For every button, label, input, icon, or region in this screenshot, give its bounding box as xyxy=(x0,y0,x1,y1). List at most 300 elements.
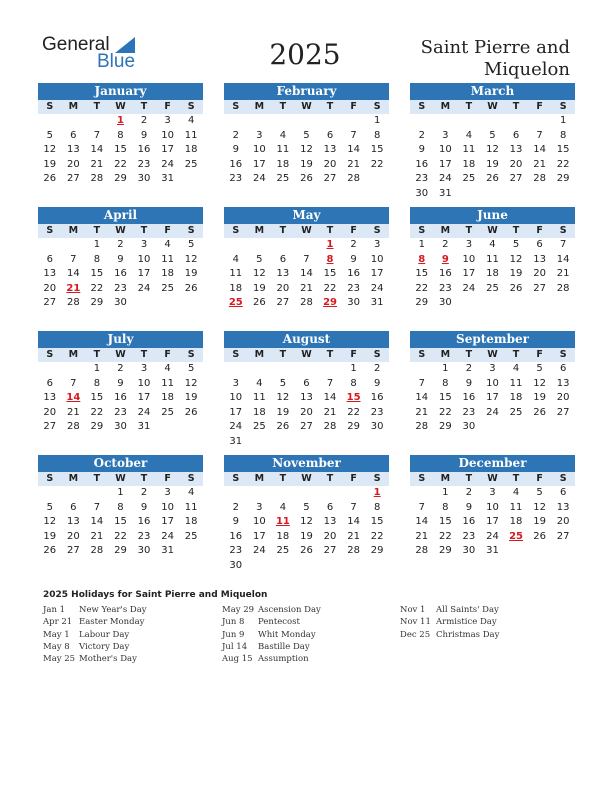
day: 17 xyxy=(370,268,384,280)
weekday-label: T xyxy=(465,225,473,236)
day: 27 xyxy=(556,406,570,418)
weekday-label: S xyxy=(373,225,381,236)
empty-day xyxy=(271,559,295,574)
weekday-label: F xyxy=(350,225,357,236)
weekday-label: M xyxy=(68,101,79,112)
day: 26 xyxy=(533,530,546,542)
day: 24 xyxy=(161,158,174,170)
weekday-label: T xyxy=(326,225,334,236)
month-header: February xyxy=(224,83,389,100)
day: 13 xyxy=(300,392,313,404)
day: 8 xyxy=(93,253,101,265)
weekday-label: S xyxy=(46,349,54,360)
day: 5 xyxy=(489,129,496,141)
day: 11 xyxy=(184,501,198,513)
day: 10 xyxy=(252,516,266,528)
day: 8 xyxy=(373,501,381,513)
empty-day xyxy=(342,435,366,450)
day: 30 xyxy=(462,545,476,557)
day: 16 xyxy=(229,158,243,170)
day: 24 xyxy=(462,282,476,294)
day: 23 xyxy=(137,530,151,542)
empty-day xyxy=(179,172,203,187)
weekday-label: M xyxy=(68,349,79,360)
day: 14 xyxy=(415,516,429,528)
day: 19 xyxy=(184,268,198,280)
day: 23 xyxy=(370,406,384,418)
day: 27 xyxy=(300,421,313,433)
day: 11 xyxy=(161,253,174,265)
holiday-column xyxy=(222,605,321,666)
week-row xyxy=(410,187,575,202)
day: 23 xyxy=(347,282,360,294)
day: 14 xyxy=(556,253,570,265)
holiday-date: Jun 8 xyxy=(222,617,245,628)
day: 21 xyxy=(323,406,337,418)
weekday-label: W xyxy=(115,225,126,236)
day: 18 xyxy=(276,530,290,542)
holiday-name: Pentecost xyxy=(258,617,300,628)
empty-day xyxy=(295,238,319,253)
day: 28 xyxy=(66,421,80,433)
day: 21 xyxy=(415,530,429,542)
day: 17 xyxy=(161,144,174,156)
day: 9 xyxy=(117,253,124,265)
day: 29 xyxy=(415,297,429,309)
day: 7 xyxy=(536,129,543,141)
day: 29 xyxy=(114,173,127,185)
day: 4 xyxy=(164,239,171,250)
weekday-label: S xyxy=(373,101,381,112)
empty-day xyxy=(85,486,109,501)
empty-day xyxy=(318,559,342,574)
holiday-column xyxy=(43,605,147,666)
empty-day xyxy=(271,114,295,129)
day: 7 xyxy=(70,377,77,389)
weekday-label: T xyxy=(326,473,334,484)
holiday-name: All Saints' Day xyxy=(436,605,499,615)
day: 20 xyxy=(66,530,80,542)
day: 22 xyxy=(370,530,384,542)
empty-day xyxy=(224,486,248,501)
empty-day xyxy=(365,435,389,450)
week-row xyxy=(38,391,203,406)
day: 24 xyxy=(438,173,452,185)
day: 20 xyxy=(509,158,523,170)
empty-day xyxy=(504,420,528,435)
day: 12 xyxy=(533,377,546,389)
day: 9 xyxy=(465,501,473,513)
day: 28 xyxy=(90,545,104,557)
holiday-name: Ascension Day xyxy=(258,605,321,615)
week-row xyxy=(224,282,389,297)
day: 28 xyxy=(533,173,546,185)
day: 31 xyxy=(161,173,174,185)
week-row xyxy=(410,420,575,435)
empty-day xyxy=(295,486,319,501)
holiday-day: 1 xyxy=(373,487,381,498)
holiday-date: May 29 xyxy=(222,605,255,615)
holiday-date: Nov 11 xyxy=(400,617,431,628)
day: 1 xyxy=(117,487,124,498)
weekday-label: S xyxy=(46,473,54,484)
weekday-label: W xyxy=(115,349,126,360)
day: 4 xyxy=(187,115,195,126)
day: 13 xyxy=(556,377,570,389)
day: 19 xyxy=(43,530,57,542)
week-row xyxy=(38,282,203,297)
day: 14 xyxy=(347,516,360,528)
weekday-label: S xyxy=(232,473,240,484)
day: 1 xyxy=(442,487,449,498)
day: 22 xyxy=(370,158,384,170)
empty-day xyxy=(318,435,342,450)
day: 23 xyxy=(137,158,151,170)
day: 18 xyxy=(161,268,174,280)
week-row xyxy=(224,391,389,406)
day: 29 xyxy=(438,421,452,433)
weekday-label: M xyxy=(68,473,79,484)
weekday-label: W xyxy=(301,349,312,360)
weekday-label: W xyxy=(115,473,126,484)
day: 14 xyxy=(323,392,337,404)
day: 12 xyxy=(184,377,198,389)
day: 17 xyxy=(161,516,174,528)
weekday-label: F xyxy=(164,101,171,112)
day: 10 xyxy=(486,501,499,513)
holiday-date: Apr 21 xyxy=(43,617,73,628)
empty-day xyxy=(62,486,86,501)
weekday-label: F xyxy=(536,101,543,112)
weekday-label: T xyxy=(279,473,287,484)
day: 12 xyxy=(300,516,313,528)
logo-general-text: General xyxy=(42,34,110,55)
day: 15 xyxy=(370,516,384,528)
holidays-title: 2025 Holidays for Saint Pierre and Miquelon xyxy=(43,590,268,600)
day: 29 xyxy=(556,173,570,185)
weekday-header-row xyxy=(224,224,389,238)
weekday-label: S xyxy=(418,349,426,360)
holiday-date: Jul 14 xyxy=(222,641,248,652)
day: 12 xyxy=(252,268,266,280)
holiday-name: New Year's Day xyxy=(79,605,147,615)
week-row xyxy=(224,559,389,574)
day: 17 xyxy=(486,516,499,528)
holiday-day: 11 xyxy=(275,516,290,528)
empty-day xyxy=(504,187,528,202)
weekday-label: M xyxy=(440,101,451,112)
month-may xyxy=(224,207,389,311)
weekday-label: T xyxy=(512,225,520,236)
weekday-label: T xyxy=(279,225,287,236)
day: 16 xyxy=(229,530,243,542)
day: 17 xyxy=(438,158,452,170)
day: 6 xyxy=(70,129,77,141)
holiday-name: Mother's Day xyxy=(79,654,137,665)
day: 16 xyxy=(137,516,151,528)
weekday-label: S xyxy=(418,101,426,112)
holiday-day: 1 xyxy=(326,239,334,250)
empty-day xyxy=(457,187,481,202)
day: 20 xyxy=(43,406,57,418)
week-row xyxy=(38,544,203,559)
month-header: March xyxy=(410,83,575,100)
weekday-header-row xyxy=(38,348,203,362)
day: 28 xyxy=(347,545,360,557)
day: 25 xyxy=(462,173,476,185)
day: 26 xyxy=(486,173,499,185)
day: 17 xyxy=(137,268,151,280)
day: 26 xyxy=(300,173,313,185)
day: 24 xyxy=(229,421,243,433)
weekday-label: W xyxy=(487,225,498,236)
day: 15 xyxy=(90,268,104,280)
month-august xyxy=(224,331,389,450)
weekday-label: S xyxy=(373,349,381,360)
week-row xyxy=(224,501,389,516)
day: 3 xyxy=(164,487,171,498)
day: 22 xyxy=(114,530,127,542)
day: 15 xyxy=(114,516,127,528)
weekday-label: T xyxy=(279,101,287,112)
empty-day xyxy=(248,435,272,450)
day: 6 xyxy=(559,363,567,374)
holiday-item xyxy=(222,654,321,666)
day: 31 xyxy=(486,545,499,557)
day: 6 xyxy=(303,377,310,389)
day: 3 xyxy=(373,239,381,250)
empty-day xyxy=(504,544,528,559)
day: 10 xyxy=(137,253,151,265)
day: 15 xyxy=(323,268,337,280)
week-row xyxy=(38,253,203,268)
day: 23 xyxy=(438,282,452,294)
empty-day xyxy=(504,114,528,129)
empty-day xyxy=(156,296,180,311)
day: 21 xyxy=(556,268,570,280)
weekday-label: S xyxy=(559,349,567,360)
day: 12 xyxy=(43,516,57,528)
week-row xyxy=(410,158,575,173)
day: 7 xyxy=(303,253,310,265)
day: 14 xyxy=(533,144,546,156)
day: 19 xyxy=(184,392,198,404)
day: 14 xyxy=(90,144,104,156)
month-header: December xyxy=(410,455,575,472)
empty-day xyxy=(551,187,575,202)
week-row xyxy=(224,377,389,392)
day: 13 xyxy=(276,268,290,280)
holiday-item xyxy=(43,654,147,666)
day: 4 xyxy=(489,239,496,250)
weekday-label: S xyxy=(559,225,567,236)
day: 19 xyxy=(509,268,523,280)
weekday-label: T xyxy=(326,349,334,360)
day: 12 xyxy=(486,144,499,156)
day: 13 xyxy=(533,253,546,265)
day: 25 xyxy=(276,545,290,557)
day: 14 xyxy=(415,392,429,404)
week-row xyxy=(410,486,575,501)
month-september xyxy=(410,331,575,435)
day: 27 xyxy=(276,297,290,309)
empty-day xyxy=(504,296,528,311)
day: 28 xyxy=(415,545,429,557)
day: 4 xyxy=(256,377,263,389)
empty-day xyxy=(248,238,272,253)
day: 26 xyxy=(184,282,198,294)
day: 26 xyxy=(509,282,523,294)
empty-day xyxy=(271,238,295,253)
day: 29 xyxy=(90,297,104,309)
month-december xyxy=(410,455,575,559)
day: 30 xyxy=(137,545,151,557)
day: 23 xyxy=(229,173,243,185)
day: 7 xyxy=(418,377,425,389)
weekday-label: F xyxy=(164,473,171,484)
day: 10 xyxy=(161,129,174,141)
day: 19 xyxy=(533,516,546,528)
day: 10 xyxy=(161,501,174,513)
day: 31 xyxy=(229,435,243,447)
empty-day xyxy=(179,544,203,559)
day: 24 xyxy=(486,530,499,542)
weekday-label: F xyxy=(536,473,543,484)
empty-day xyxy=(342,486,366,501)
day: 26 xyxy=(43,173,57,185)
day: 9 xyxy=(373,377,381,389)
week-row xyxy=(410,238,575,253)
day: 23 xyxy=(229,545,243,557)
day: 17 xyxy=(229,406,243,418)
week-row xyxy=(38,129,203,144)
day: 1 xyxy=(350,363,357,374)
empty-day xyxy=(551,296,575,311)
empty-day xyxy=(38,486,62,501)
day: 3 xyxy=(465,239,473,250)
empty-day xyxy=(295,114,319,129)
day: 16 xyxy=(347,268,360,280)
day: 29 xyxy=(90,421,104,433)
holiday-column xyxy=(400,605,499,642)
holiday-item xyxy=(400,617,499,629)
day: 17 xyxy=(486,392,499,404)
weekday-label: T xyxy=(465,473,473,484)
empty-day xyxy=(528,114,552,129)
weekday-label: S xyxy=(232,349,240,360)
empty-day xyxy=(481,420,505,435)
day: 11 xyxy=(509,501,523,513)
weekday-label: M xyxy=(254,349,265,360)
weekday-label: T xyxy=(279,349,287,360)
day: 11 xyxy=(229,268,243,280)
day: 24 xyxy=(161,530,174,542)
day: 12 xyxy=(533,501,546,513)
weekday-label: F xyxy=(536,225,543,236)
day: 8 xyxy=(559,129,567,141)
weekday-label: W xyxy=(301,225,312,236)
weekday-label: S xyxy=(559,473,567,484)
week-row xyxy=(38,406,203,421)
day: 24 xyxy=(137,282,151,294)
day: 1 xyxy=(559,115,567,126)
day: 28 xyxy=(415,421,429,433)
day: 4 xyxy=(512,487,520,498)
holiday-date: May 8 xyxy=(43,641,70,652)
holiday-item xyxy=(222,617,321,629)
day: 17 xyxy=(252,530,266,542)
weekday-label: F xyxy=(164,349,171,360)
day: 24 xyxy=(370,282,384,294)
holiday-day: 8 xyxy=(326,253,334,265)
day: 14 xyxy=(66,268,80,280)
weekday-label: W xyxy=(487,101,498,112)
day: 24 xyxy=(137,406,151,418)
day: 10 xyxy=(252,144,266,156)
holiday-name: Easter Monday xyxy=(79,617,145,628)
week-row xyxy=(38,515,203,530)
week-row xyxy=(410,544,575,559)
empty-day xyxy=(85,114,109,129)
weekday-header-row xyxy=(410,348,575,362)
day: 6 xyxy=(536,239,543,250)
day: 22 xyxy=(347,406,360,418)
day: 3 xyxy=(489,363,496,374)
day: 30 xyxy=(114,297,127,309)
day: 11 xyxy=(252,392,266,404)
day: 13 xyxy=(556,501,570,513)
day: 8 xyxy=(117,501,124,513)
day: 30 xyxy=(137,173,151,185)
day: 15 xyxy=(370,144,384,156)
day: 5 xyxy=(46,129,53,141)
week-row xyxy=(410,253,575,268)
day: 16 xyxy=(370,392,384,404)
holiday-item xyxy=(222,642,321,654)
day: 7 xyxy=(350,129,357,141)
day: 4 xyxy=(164,363,171,374)
holiday-name: Whit Monday xyxy=(258,629,316,640)
day: 16 xyxy=(415,158,429,170)
month-header: August xyxy=(224,331,389,348)
day: 14 xyxy=(300,268,313,280)
logo xyxy=(42,34,142,74)
month-july xyxy=(38,331,203,435)
day: 3 xyxy=(442,129,449,141)
day: 20 xyxy=(276,282,290,294)
empty-day xyxy=(457,296,481,311)
day: 27 xyxy=(533,282,546,294)
empty-day xyxy=(62,238,86,253)
empty-day xyxy=(457,114,481,129)
day: 30 xyxy=(370,421,384,433)
holiday-day: 14 xyxy=(66,392,81,404)
day: 19 xyxy=(486,158,499,170)
day: 25 xyxy=(252,421,266,433)
day: 5 xyxy=(303,501,310,513)
month-header: June xyxy=(410,207,575,224)
day: 11 xyxy=(509,377,523,389)
empty-day xyxy=(295,435,319,450)
weekday-label: W xyxy=(301,473,312,484)
weekday-header-row xyxy=(410,100,575,114)
holiday-item xyxy=(222,630,321,642)
month-october xyxy=(38,455,203,559)
day: 22 xyxy=(323,282,337,294)
empty-day xyxy=(342,559,366,574)
week-row xyxy=(38,530,203,545)
week-row xyxy=(38,158,203,173)
